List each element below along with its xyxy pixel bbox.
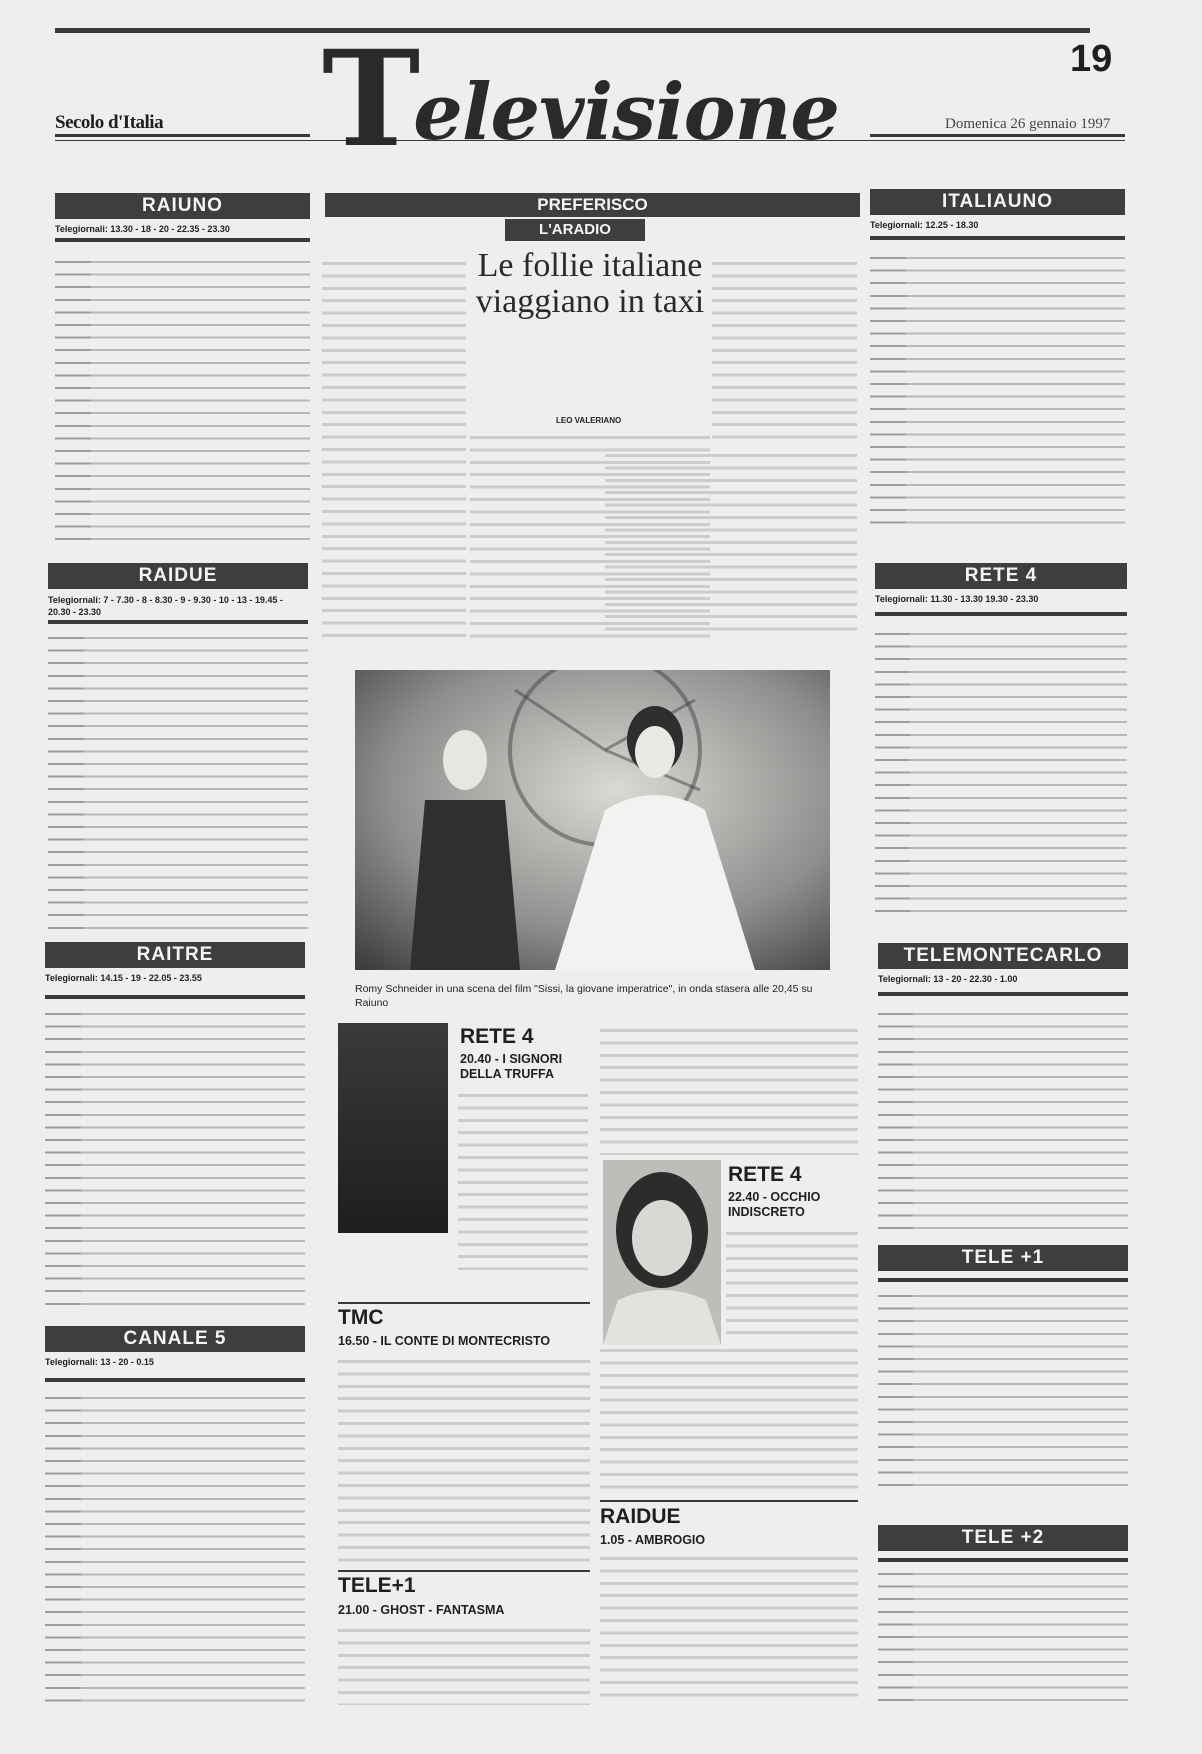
rule [870,236,1125,240]
telegiornali-telemontecarlo: Telegiornali: 13 - 20 - 22.30 - 1.00 [878,974,1018,984]
highlight-title: 21.00 - GHOST - FANTASMA [338,1603,505,1617]
article-column-4 [605,450,857,640]
channel-header-telemontecarlo: TELEMONTECARLO [878,943,1128,969]
rule [338,1570,590,1572]
channel-header-tele2: TELE +2 [878,1525,1128,1551]
section-title-rest: elevisione [413,67,839,158]
channel-header-tele1: TELE +1 [878,1245,1128,1271]
schedule-telemontecarlo [878,1008,1128,1238]
paper-name: Secolo d'Italia [55,112,164,133]
section-title [322,22,839,177]
rule [45,1378,305,1382]
issue-date: Domenica 26 gennaio 1997 [945,116,1111,132]
schedule-raidue [48,632,308,930]
film-poster-photo [338,1023,448,1233]
highlight-title: 20.40 - I SIGNORI DELLA TRUFFA [460,1052,563,1081]
schedule-canale5 [45,1392,305,1710]
highlight-title: 1.05 - AMBROGIO [600,1533,706,1547]
masthead-underline-left [55,134,310,137]
channel-header-italiauno: ITALIAUNO [870,189,1125,215]
rule [55,238,310,242]
article-column-1 [322,258,466,638]
schedule-rete4 [875,628,1127,918]
actress-portrait-photo [603,1160,721,1345]
highlight-text [338,1356,590,1564]
film-still-photo [355,670,830,970]
article-byline: LEO VALERIANO [556,416,622,425]
highlight-title: 22.40 - OCCHIO INDISCRETO [728,1190,821,1219]
rule [878,1278,1128,1282]
column-heading-line2: L'ARADIO [505,219,645,241]
schedule-raiuno [55,256,310,546]
channel-header-raiuno: RAIUNO [55,193,310,219]
highlight-channel: TMC [338,1306,384,1329]
schedule-tele2 [878,1568,1128,1708]
section-title-initial: T [322,22,420,177]
highlight-text [600,1553,858,1703]
telegiornali-raidue: Telegiornali: 7 - 7.30 - 8 - 8.30 - 9 - 9.30 - 10 - 13 - 19.45 - 20.30 - 23.30 [48,595,283,617]
top-rule [55,28,1090,33]
rule [878,1558,1128,1562]
telegiornali-rete4: Telegiornali: 11.30 - 13.30 19.30 - 23.30 [875,594,1039,604]
highlight-title: 16.50 - IL CONTE DI MONTECRISTO [338,1334,551,1348]
schedule-raitre [45,1008,305,1313]
highlight-channel: RETE 4 [460,1025,534,1048]
masthead-underline-right [870,134,1125,137]
rule [878,992,1128,996]
page-number: 19 [1070,38,1113,80]
schedule-italiauno [870,252,1125,534]
rule [875,612,1127,616]
channel-header-raidue: RAIDUE [48,563,308,589]
photo-caption: Romy Schneider in una scena del film "Sissi, la giovane imperatrice", in onda stasera alle 20,45 su Raiuno [355,983,813,1009]
highlight-text [458,1090,588,1270]
article-title: Le follie italiane viaggiano in taxi [475,247,705,320]
schedule-tele1 [878,1290,1128,1495]
highlight-channel: RAIDUE [600,1505,681,1528]
article-column-3 [712,258,857,440]
highlight-text [600,1025,858,1155]
telegiornali-raitre: Telegiornali: 14.15 - 19 - 22.05 - 23.55 [45,973,202,983]
channel-header-rete4: RETE 4 [875,563,1127,589]
rule [600,1500,858,1502]
rule [45,995,305,999]
column-heading-line1: PREFERISCO [325,193,860,217]
highlight-channel: TELE+1 [338,1574,416,1597]
rule [48,620,308,624]
highlight-text [600,1345,858,1495]
highlight-text [726,1228,858,1338]
telegiornali-italiauno: Telegiornali: 12.25 - 18.30 [870,220,979,230]
channel-header-canale5: CANALE 5 [45,1326,305,1352]
highlight-text [338,1625,590,1705]
telegiornali-raiuno: Telegiornali: 13.30 - 18 - 20 - 22.35 - 23.30 [55,224,230,234]
telegiornali-canale5: Telegiornali: 13 - 20 - 0.15 [45,1357,154,1367]
channel-header-raitre: RAITRE [45,942,305,968]
highlight-channel: RETE 4 [728,1163,802,1186]
rule [338,1302,590,1304]
